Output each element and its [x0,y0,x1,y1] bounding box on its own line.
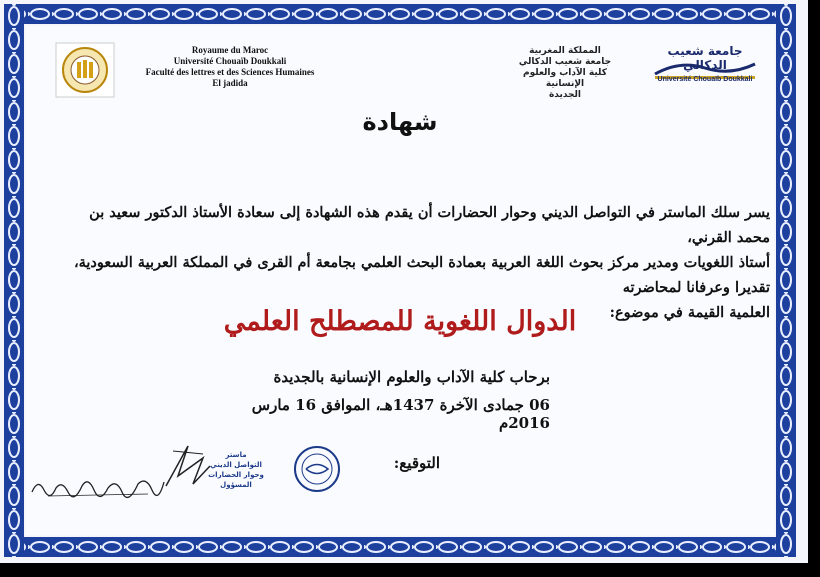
header-arabic [510,46,620,101]
stamp-line: وحوار الحضارات [208,471,264,479]
body-line: أستاذ اللغويات ومدير مركز بحوث اللغة العربية بعمادة البحث العلمي بجامعة أم القرى في المملكة العربية السعودية، تقديرا وعرفانا لمحاضرته [73,254,770,296]
stamp-line: التواصل الديني [210,461,262,469]
lecture-topic: الدوال اللغوية للمصطلح العلمي [223,306,577,337]
date-text: 06 جمادى الآخرة 1437هـ، الموافق 16 مارس 2016م [251,396,550,432]
border-bottom [4,537,796,557]
university-name-fr: Université Chouaïb Doukkali [657,76,753,83]
header-ar-line: الجديدة [548,90,582,100]
venue-text: برحاب كلية الآداب والعلوم الإنسانية بالجديدة [273,368,550,386]
header-ar-line: جامعة شعيب الدكالي [518,57,612,67]
header-fr-line: Faculté des lettres et des Sciences Humaines [145,67,315,77]
certificate-title: شهادة [362,108,438,136]
faculty-logo-icon [55,42,115,98]
header-fr-line: El jadida [212,78,248,88]
header-fr-line: Université Chouaïb Doukkali [173,56,287,66]
header-french [135,45,325,89]
border-right [776,4,796,557]
header-fr-line: Royaume du Maroc [191,45,269,55]
border-top [4,4,796,24]
header-ar-line: كلية الآداب والعلوم الإنسانية [523,68,607,89]
university-name-ar: جامعة شعيب الدكالي [667,44,743,72]
round-stamp-icon [292,444,342,494]
signature-label: التوقيع: [393,454,440,472]
stamp-line: ماستر [225,451,247,459]
body-line: يسر سلك الماستر في التواصل الديني وحوار الحضارات أن يقدم هذه الشهادة إلى سعادة الأستاذ الدكتور سعيد بن محمد القرني، [89,204,770,246]
stamp-line: المسؤول [220,481,252,489]
header-ar-line: المملكة المغربية [529,46,601,56]
body-line: العلمية القيمة في موضوع: [609,304,770,321]
handwritten-signer-name [28,468,168,502]
border-left [4,4,24,557]
